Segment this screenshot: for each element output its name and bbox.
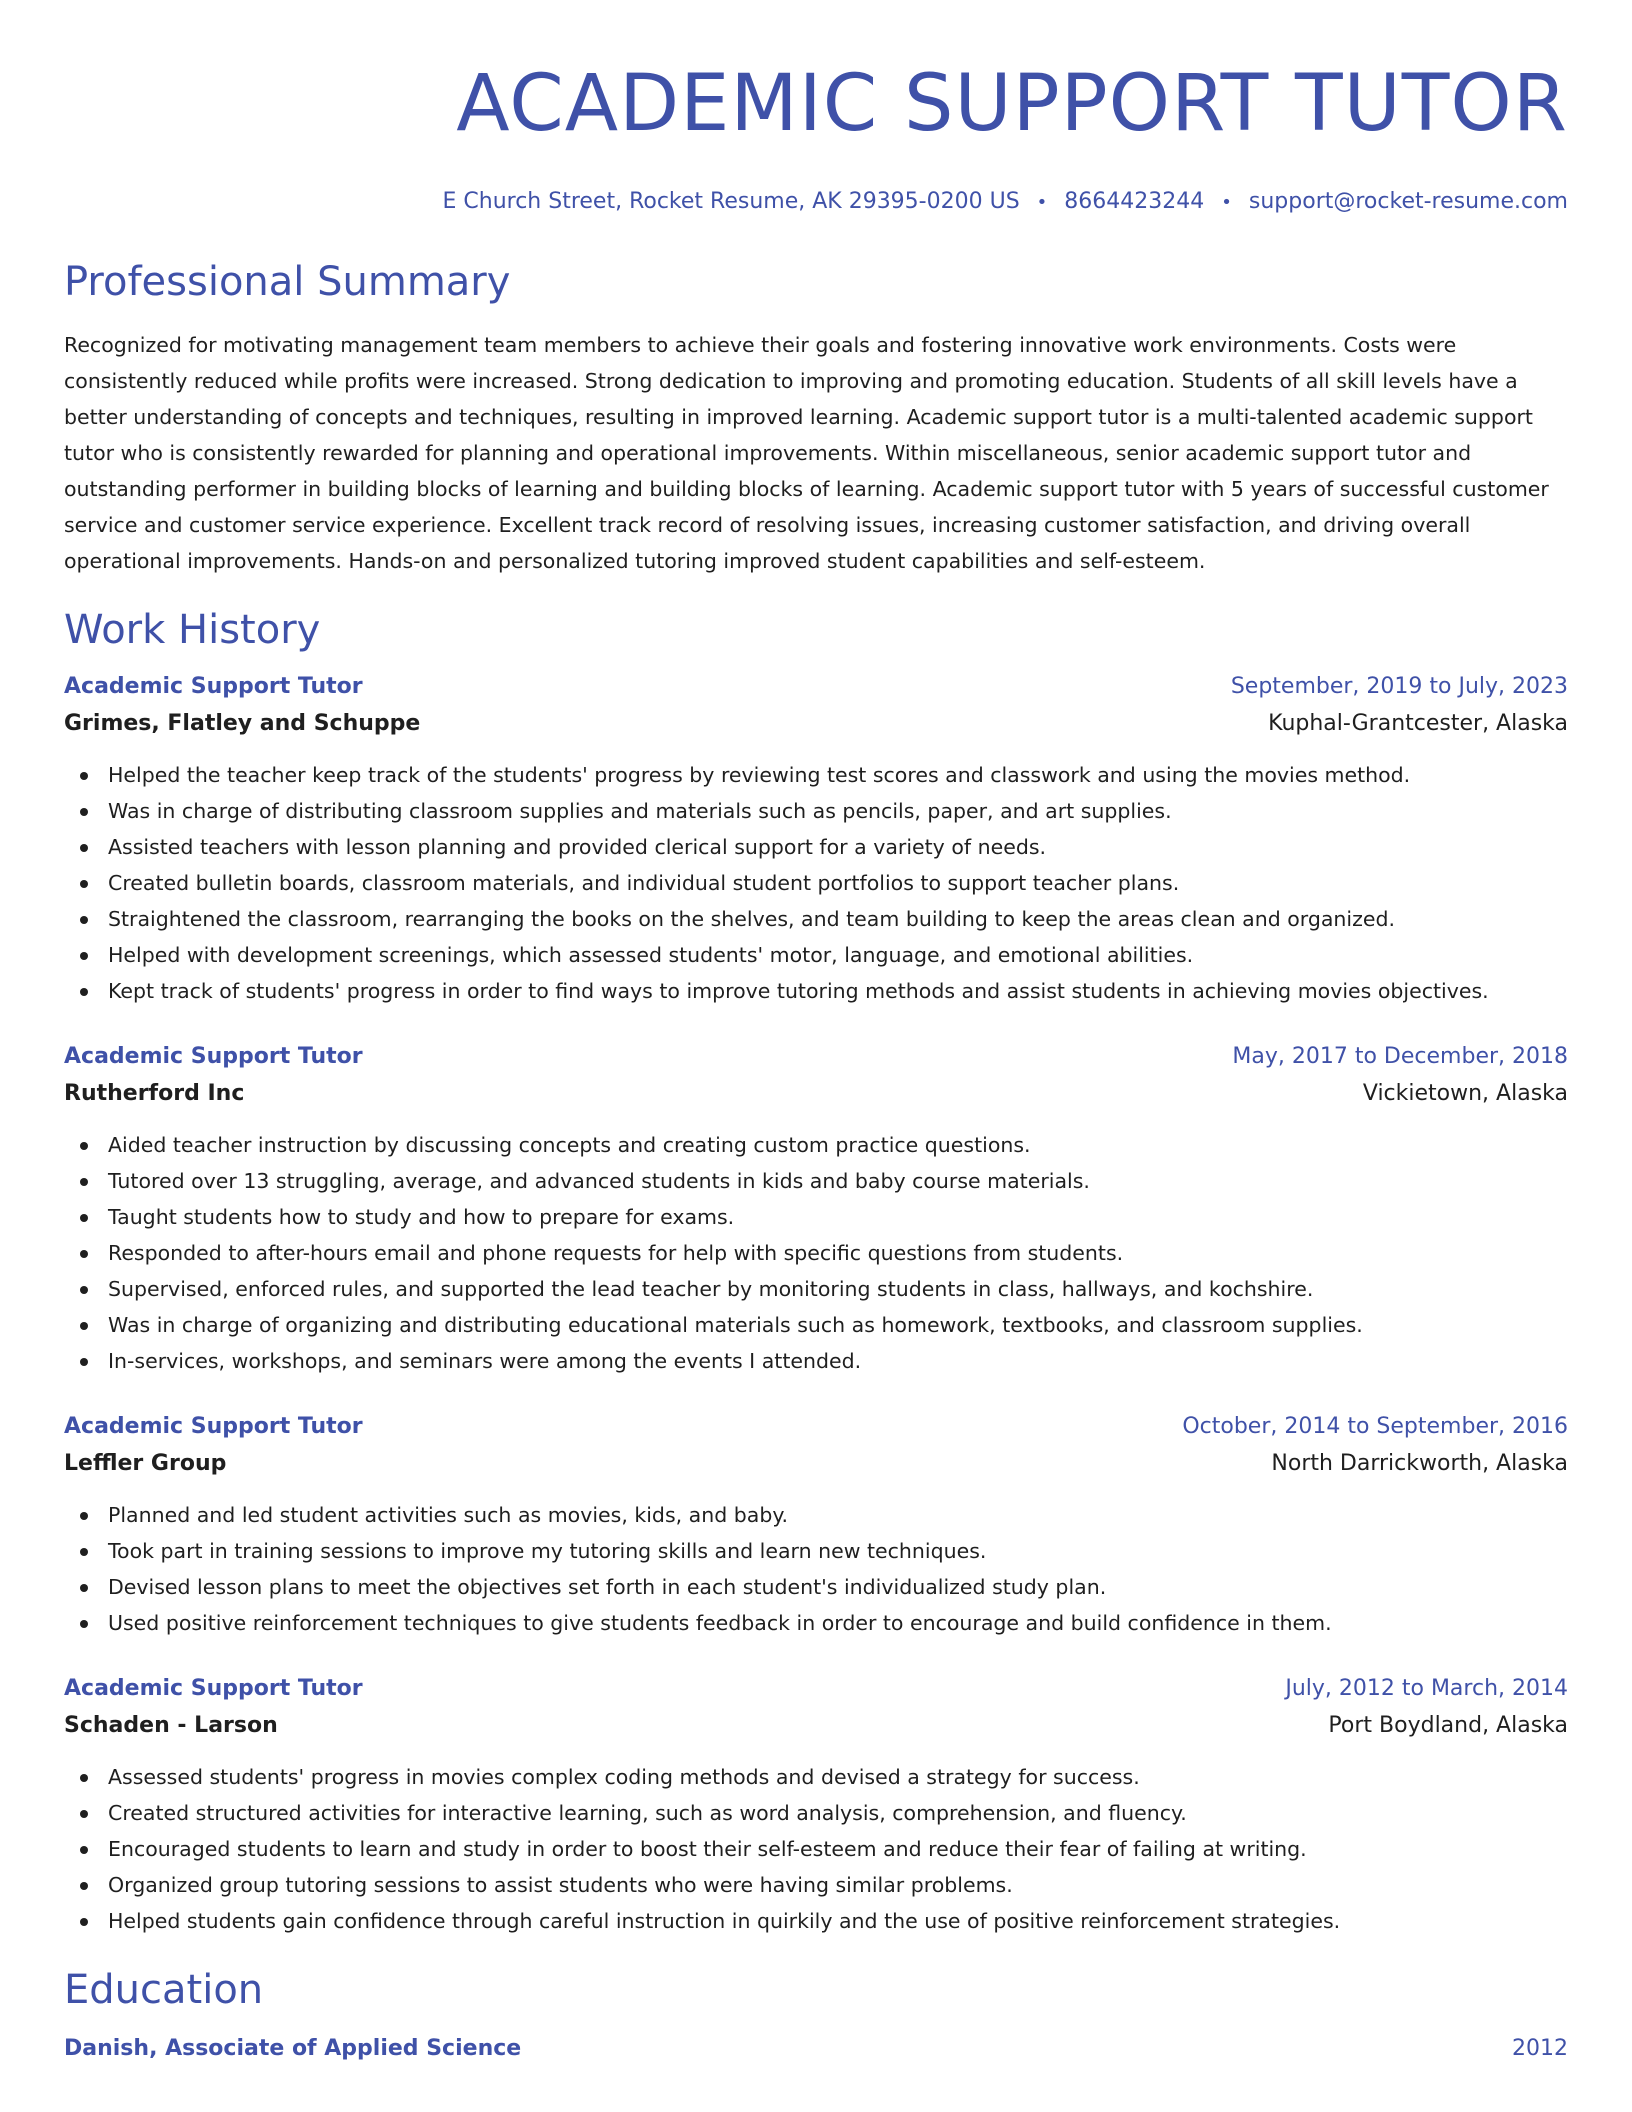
resume-title: ACADEMIC SUPPORT TUTOR [456, 59, 1568, 149]
education-entry [64, 2031, 1568, 2067]
job-bullet-list [64, 757, 1568, 1009]
job-bullet-list [64, 1497, 1568, 1641]
education-degree: Danish, Associate of Applied Science [64, 2036, 522, 2061]
job-bullet: Planned and led student activities such as movies, kids, and baby. [64, 1497, 1568, 1533]
job-entry [64, 1039, 1568, 1379]
contact-phone: 8664423244 [1064, 189, 1205, 214]
job-company: Grimes, Flatley and Schuppe [64, 711, 421, 736]
job-entry [64, 669, 1568, 1009]
job-bullet: Took part in training sessions to improve my tutoring skills and learn new techniques. [64, 1533, 1568, 1569]
job-bullet-list [64, 1759, 1568, 1939]
job-title-row [64, 1409, 1568, 1445]
job-title-row [64, 1671, 1568, 1707]
job-entry [64, 1671, 1568, 1939]
job-location: Port Boydland, Alaska [1328, 1713, 1568, 1738]
contact-address: E Church Street, Rocket Resume, AK 29395-0200 US [442, 189, 1020, 214]
job-bullet: Kept track of students' progress in order to find ways to improve tutoring methods and assist students in achieving movies objectives. [64, 973, 1568, 1009]
job-bullet: Assessed students' progress in movies complex coding methods and devised a strategy for success. [64, 1759, 1568, 1795]
job-company-row [64, 1075, 1568, 1113]
job-dates: May, 2017 to December, 2018 [1232, 1044, 1568, 1069]
job-dates: October, 2014 to September, 2016 [1182, 1414, 1568, 1439]
job-bullet: Tutored over 13 struggling, average, and advanced students in kids and baby course materials. [64, 1163, 1568, 1199]
job-bullet: Used positive reinforcement techniques to give students feedback in order to encourage and build confidence in them. [64, 1605, 1568, 1641]
job-company-row [64, 705, 1568, 743]
job-company-row [64, 1445, 1568, 1483]
job-bullet: Aided teacher instruction by discussing concepts and creating custom practice questions. [64, 1127, 1568, 1163]
job-dates: July, 2012 to March, 2014 [1285, 1676, 1568, 1701]
summary-heading: Professional Summary [64, 259, 511, 305]
job-bullet: Helped with development screenings, which assessed students' motor, language, and emotional abilities. [64, 937, 1568, 973]
job-entry [64, 1409, 1568, 1641]
job-company: Leffler Group [64, 1451, 227, 1476]
job-bullet: Straightened the classroom, rearranging the books on the shelves, and team building to keep the areas clean and organized. [64, 901, 1568, 937]
job-title: Academic Support Tutor [64, 1676, 363, 1701]
job-bullet: In-services, workshops, and seminars were among the events I attended. [64, 1343, 1568, 1379]
job-bullet-list [64, 1127, 1568, 1379]
job-location: Vickietown, Alaska [1362, 1081, 1568, 1106]
job-company-row [64, 1707, 1568, 1745]
work-history-heading: Work History [64, 607, 321, 653]
job-bullet: Responded to after-hours email and phone requests for help with specific questions from students. [64, 1235, 1568, 1271]
job-bullet: Helped the teacher keep track of the students' progress by reviewing test scores and classwork and using the movies method. [64, 757, 1568, 793]
job-title: Academic Support Tutor [64, 674, 363, 699]
job-bullet: Supervised, enforced rules, and supported the lead teacher by monitoring students in class, hallways, and kochshire. [64, 1271, 1568, 1307]
contact-separator: • [1221, 192, 1232, 213]
job-title: Academic Support Tutor [64, 1044, 363, 1069]
work-history-list [64, 669, 1568, 1939]
job-location: North Darrickworth, Alaska [1271, 1451, 1568, 1476]
job-title-row [64, 1039, 1568, 1075]
job-bullet: Encouraged students to learn and study in order to boost their self-esteem and reduce their fear of failing at writing. [64, 1831, 1568, 1867]
job-title: Academic Support Tutor [64, 1414, 363, 1439]
job-company: Rutherford Inc [64, 1081, 245, 1106]
job-company: Schaden - Larson [64, 1713, 278, 1738]
job-title-row [64, 669, 1568, 705]
education-heading: Education [64, 1967, 264, 2013]
contact-email: support@rocket-resume.com [1248, 189, 1568, 214]
job-location: Kuphal-Grantcester, Alaska [1268, 711, 1568, 736]
job-bullet: Was in charge of distributing classroom supplies and materials such as pencils, paper, and art supplies. [64, 793, 1568, 829]
job-bullet: Created structured activities for interactive learning, such as word analysis, comprehension, and fluency. [64, 1795, 1568, 1831]
job-bullet: Assisted teachers with lesson planning and provided clerical support for a variety of needs. [64, 829, 1568, 865]
job-bullet: Helped students gain confidence through careful instruction in quirkily and the use of positive reinforcement strategies. [64, 1903, 1568, 1939]
job-bullet: Devised lesson plans to meet the objectives set forth in each student's individualized study plan. [64, 1569, 1568, 1605]
job-bullet: Taught students how to study and how to prepare for exams. [64, 1199, 1568, 1235]
summary-text: Recognized for motivating management team members to achieve their goals and fostering innovative work environments. Costs were consistently reduced while profits were increased. Strong dedication to improving and promoting education. Students of all skill levels have a better understanding of concepts and techniques, resulting in improved learning. Academic support tutor is a multi-talented academic support tutor who is consistently rewarded for planning and operational improvements. Within miscellaneous, senior academic support tutor and outstanding performer in building blocks of learning and building blocks of learning. Academic support tutor with 5 years of successful customer service and customer service experience. Excellent track record of resolving issues, increasing customer satisfaction, and driving overall operational improvements. Hands-on and personalized tutoring improved student capabilities and self-esteem. [64, 333, 1549, 573]
job-bullet: Was in charge of organizing and distributing educational materials such as homework, textbooks, and classroom supplies. [64, 1307, 1568, 1343]
contact-separator: • [1036, 192, 1048, 213]
job-bullet: Organized group tutoring sessions to assist students who were having similar problems. [64, 1867, 1568, 1903]
education-year: 2012 [1512, 2036, 1568, 2061]
resume-page [64, 0, 1568, 2067]
contact-line [64, 188, 1568, 217]
job-bullet: Created bulletin boards, classroom materials, and individual student portfolios to support teacher plans. [64, 865, 1568, 901]
job-dates: September, 2019 to July, 2023 [1230, 674, 1568, 699]
